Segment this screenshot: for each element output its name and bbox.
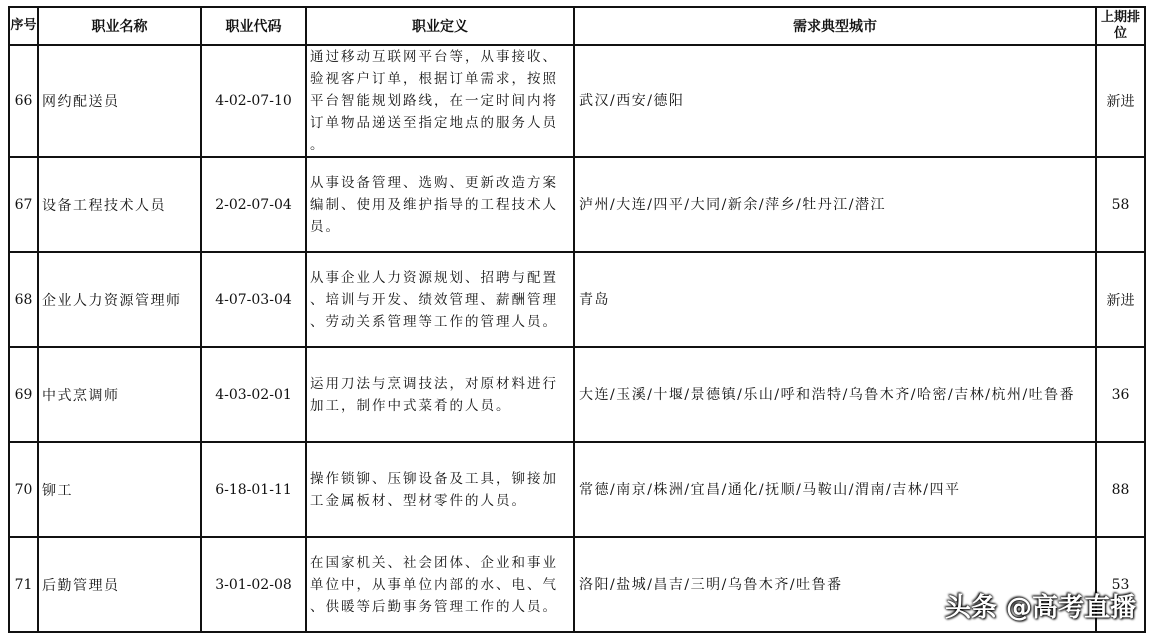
definition-line: 从事设备管理、选购、更新改造方案 [310, 174, 558, 191]
watermark: 头条 @高考直播 [944, 593, 1136, 623]
definition-line: 验视客户订单，根据订单需求，按照 [310, 71, 558, 87]
header-cities: 需求典型城市 [574, 7, 1096, 45]
definition-line: 员。 [310, 218, 341, 235]
row-index: 67 [9, 157, 38, 252]
definition-line: 通过移动互联网平台等，从事接收、 [310, 49, 558, 65]
definition-line: 操作锁铆、压铆设备及工具，铆接加 [310, 470, 558, 487]
definition-line: 从事企业人力资源规划、招聘与配置 [310, 269, 558, 286]
header-last-rank: 上期排位 [1096, 7, 1145, 45]
last-rank: 58 [1096, 157, 1145, 252]
occupation-name: 铆工 [38, 442, 201, 537]
definition-line: 平台智能规划路线，在一定时间内将 [310, 93, 558, 109]
row-index: 66 [9, 45, 38, 157]
occupation-code: 2-02-07-04 [201, 157, 306, 252]
occupation-name: 中式烹调师 [38, 347, 201, 442]
table-row [9, 252, 1145, 347]
occupation-code: 4-02-07-10 [201, 45, 306, 157]
header-row [9, 7, 1145, 45]
table-row [9, 347, 1145, 442]
last-rank: 新进 [1096, 45, 1145, 157]
demand-cities: 大连/玉溪/十堰/景德镇/乐山/呼和浩特/乌鲁木齐/哈密/吉林/杭州/吐鲁番 [574, 347, 1096, 442]
occupation-definition [306, 45, 574, 157]
table-row [9, 45, 1145, 157]
occupation-table [8, 6, 1146, 633]
last-rank: 53 [1096, 537, 1145, 632]
occupation-definition [306, 537, 574, 632]
occupation-name: 企业人力资源管理师 [38, 252, 201, 347]
occupation-name: 网约配送员 [38, 45, 201, 157]
last-rank: 88 [1096, 442, 1145, 537]
occupation-definition [306, 442, 574, 537]
occupation-code: 4-07-03-04 [201, 252, 306, 347]
header-code: 职业代码 [201, 7, 306, 45]
header-index: 序号 [9, 7, 38, 45]
occupation-name: 设备工程技术人员 [38, 157, 201, 252]
definition-line: 单位中，从事单位内部的水、电、气 [310, 576, 558, 593]
demand-cities: 洛阳/盐城/昌吉/三明/乌鲁木齐/吐鲁番 [574, 537, 1096, 632]
table-row [9, 157, 1145, 252]
definition-line: 加工，制作中式菜肴的人员。 [310, 397, 512, 414]
occupation-code: 3-01-02-08 [201, 537, 306, 632]
occupation-definition [306, 157, 574, 252]
definition-line: 运用刀法与烹调技法，对原材料进行 [310, 375, 558, 392]
header-name: 职业名称 [38, 7, 201, 45]
demand-cities: 青岛 [574, 252, 1096, 347]
row-index: 69 [9, 347, 38, 442]
occupation-definition [306, 252, 574, 347]
definition-line: 工金属板材、型材零件的人员。 [310, 492, 527, 509]
last-rank: 新进 [1096, 252, 1145, 347]
occupation-definition [306, 347, 574, 442]
demand-cities: 武汉/西安/德阳 [574, 45, 1096, 157]
definition-line: 、劳动关系管理等工作的管理人员。 [310, 313, 558, 330]
row-index: 71 [9, 537, 38, 632]
header-definition: 职业定义 [306, 7, 574, 45]
occupation-code: 6-18-01-11 [201, 442, 306, 537]
definition-line: 订单物品递送至指定地点的服务人员 [310, 115, 558, 131]
row-index: 70 [9, 442, 38, 537]
definition-line: 。 [310, 137, 326, 153]
row-index: 68 [9, 252, 38, 347]
definition-line: 在国家机关、社会团体、企业和事业 [310, 554, 558, 571]
definition-line: 编制、使用及维护指导的工程技术人 [310, 196, 558, 213]
occupation-name: 后勤管理员 [38, 537, 201, 632]
definition-line: 、培训与开发、绩效管理、薪酬管理 [310, 291, 558, 308]
demand-cities: 常德/南京/株洲/宜昌/通化/抚顺/马鞍山/渭南/吉林/四平 [574, 442, 1096, 537]
definition-line: 、供暖等后勤事务管理工作的人员。 [310, 598, 558, 615]
occupation-code: 4-03-02-01 [201, 347, 306, 442]
demand-cities: 泸州/大连/四平/大同/新余/萍乡/牡丹江/潜江 [574, 157, 1096, 252]
last-rank: 36 [1096, 347, 1145, 442]
table-row [9, 442, 1145, 537]
